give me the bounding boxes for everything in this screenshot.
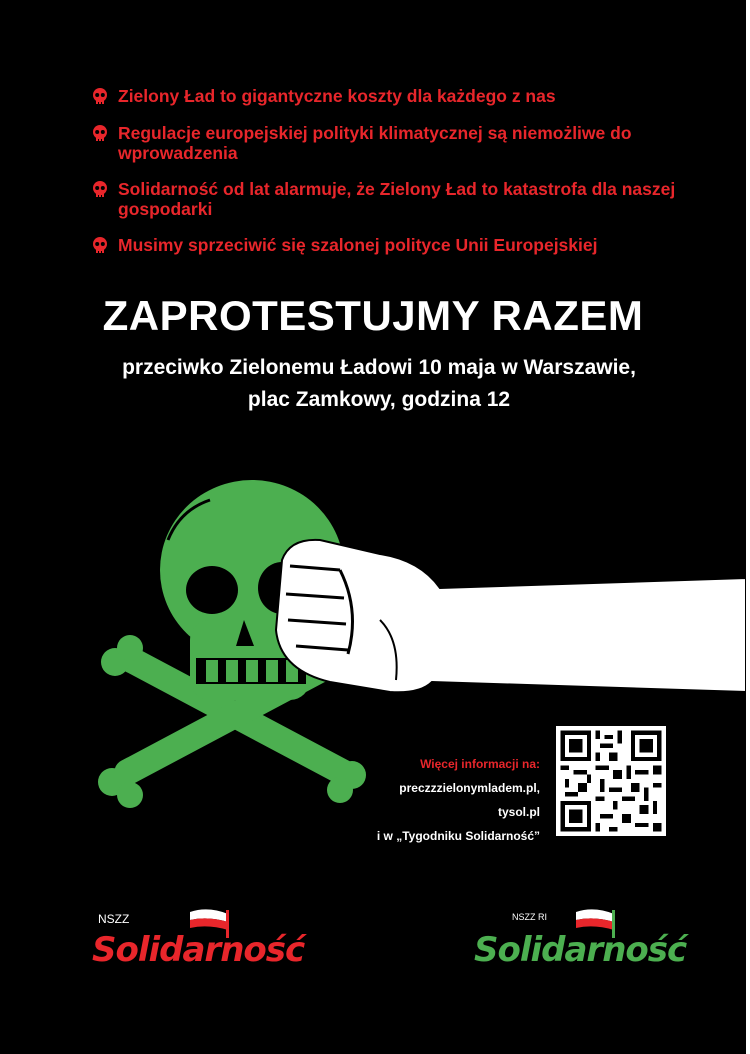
fist-icon — [276, 540, 746, 692]
bullet-list — [90, 86, 690, 272]
logo-nszz-ri-solidarnosc — [474, 906, 687, 986]
logo-nszz-solidarnosc — [92, 906, 305, 986]
subheadline — [0, 352, 746, 416]
bullet-text: Musimy sprzeciwić się szalonej polityce Unii Europejskiej — [118, 235, 598, 255]
skull-icon — [90, 180, 110, 200]
skull-icon — [90, 236, 110, 256]
info-heading: Więcej informacji na: — [420, 757, 540, 771]
logo-wordmark: Solidarność — [474, 930, 687, 970]
logo-prefix: NSZZ RI — [512, 912, 547, 922]
bullet-text: Regulacje europejskiej polityki klimatycznej są niemożliwe do wprowadzenia — [118, 123, 632, 163]
bullet-text: Solidarność od lat alarmuje, że Zielony Ład to katastrofa dla naszej gospodarki — [118, 179, 676, 219]
info-line-3: i w „Tygodniku Solidarność” — [376, 829, 540, 843]
info-link-1[interactable]: preczzzielonymladem.pl, — [399, 781, 540, 795]
bullet-item — [90, 235, 690, 256]
qr-code[interactable] — [556, 726, 666, 836]
skull-icon — [90, 87, 110, 107]
subheadline-line-2: plac Zamkowy, godzina 12 — [247, 388, 511, 411]
bullet-text: Zielony Ład to gigantyczne koszty dla każdego z nas — [118, 86, 556, 106]
subheadline-line-1: przeciwko Zielonemu Ładowi 10 maja w Warszawie, — [122, 356, 636, 379]
bullet-item — [90, 123, 690, 163]
logo-prefix: NSZZ — [98, 912, 130, 926]
headline: ZAPROTESTUJMY RAZEM — [102, 292, 644, 339]
info-block — [300, 752, 540, 848]
logo-wordmark: Solidarność — [92, 930, 305, 970]
bullet-item — [90, 179, 690, 219]
bullet-item — [90, 86, 690, 107]
skull-icon — [90, 124, 110, 144]
info-link-2[interactable]: tysol.pl — [497, 805, 540, 819]
